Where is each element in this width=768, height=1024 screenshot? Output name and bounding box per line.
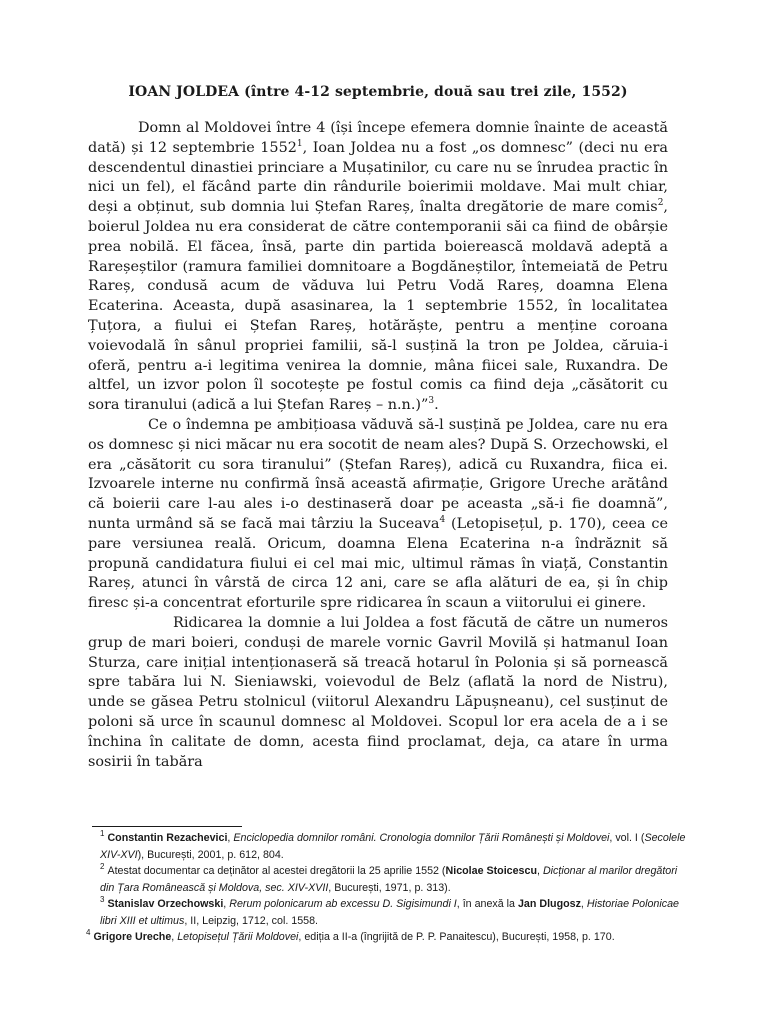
footnote-number: 1 (100, 829, 105, 839)
paragraph-text: Ce o îndemna pe ambițioasa văduvă să-l susțină pe Joldea, care nu era os domnesc și nici măcar nu era socotit de neam ales? După S. Orzechowski, el era „căsătorit cu sora tiranului” (Ștefan Rareș), adică cu Ruxandra, fiica ei. Izvoarele interne nu confirmă însă această afirmație, Grigore Ureche arătând că boierii care l-au ales i-o destinaseră doar pe aceasta „să-i fie doamnă”, nunta urmând să se facă mai târziu la Suceava (88, 416, 668, 532)
paragraph-2 (88, 416, 668, 614)
paragraph-text: Ridicarea la domnie a lui Joldea a fost făcută de către un numeros grup de mari boieri, conduși de marele vornic Gavril Movilă și hatmanul Ioan Sturza, care inițial intenționaseră să treacă hotarul în Polonia și să pornească spre tabăra lui N. Sieniawski, voievodul de Belz (aflată la nord de Nistru), unde se găsea Petru stolnicul (viitorul Alexandru Lăpușneanu), cel susținut de poloni să urce în scaunul domnesc al Moldovei. Scopul lor era acela de a i se închina în calitate de domn, acesta fiind proclamat, deja, ca atare în urma sosirii în tabăra (88, 614, 668, 770)
footnote-text: , ediția a II-a (îngrijită de P. P. Panaitescu), București, 1958, p. 170. (298, 931, 615, 943)
footnote-ref[interactable]: 4 (439, 515, 446, 526)
footnote-text: ), București, 2001, p. 612, 804. (137, 848, 284, 861)
paragraph-text: . (434, 397, 439, 414)
footnotes (88, 830, 688, 946)
footnote-text: , II, Leipzig, 1712, col. 1558. (184, 914, 319, 927)
paragraph-text: Domn al Moldovei între 4 (își începe efemera domnie înainte de această dată) și 12 septembrie 1552 (88, 120, 668, 156)
paragraph-text: , boierul Joldea nu era considerat de către contemporanii săi ca fiind de obârșie prea nobilă. El făcea, însă, parte din partida boierească moldavă adeptă a Rareșeștilor (ramura familiei domnitoare a Bogdăneștilor, întemeiată de Petru Rareș, condusă acum de văduva lui Petru Vodă Rareș, doamna Elena Ecaterina. Aceasta, după asasinarea, la 1 septembrie 1552, în localitatea Țuțora, a fiului ei Ștefan Rareș, hotărăște, pentru a menține coroana voievodală în sânul propriei familii, să-l susțină la tron pe Joldea, căruia-i oferă, pentru a-i legitima venirea la domnie, mâna fiicei sale, Ruxandra. De altfel, un izvor polon îl socotește pe fostul comis ca fiind deja „căsătorit cu sora tiranului (adică a lui Ștefan Rareș – n.n.)” (88, 199, 668, 414)
paragraph-1 (88, 119, 668, 416)
footnote-ref[interactable]: 3 (428, 396, 435, 407)
footnote-author: Constantin Rezachevici (107, 832, 228, 844)
paragraph-text: (Letopisețul, p. 170), ceea ce pare versiunea reală. Oricum, doamna Elena Ecaterina n-a îndrăznit să propună candidatura fiului ei cel mai mic, ultimul rămas în viață, Constantin Rareș, atunci în vârstă de circa 12 ani, care se afla alături de ea, și în chip firesc și-a concentrat eforturile spre ridicarea în scaun a viitorului ei ginere. (88, 515, 669, 612)
document-title: IOAN JOLDEA (între 4-12 septembrie, două sau trei zile, 1552) (128, 84, 628, 100)
footnote-3 (88, 896, 688, 929)
footnote-work: Rerum polonicarum ab excessu D. Sigisimundi I (229, 898, 457, 910)
paragraph-3 (88, 614, 668, 772)
footnote-ref[interactable]: 1 (296, 139, 303, 149)
document-page (88, 84, 668, 772)
footnote-text: , (223, 898, 230, 910)
footnote-number: 3 (100, 895, 105, 905)
footnote-work: Historiae Polonicae libri XIII et ultimus (100, 898, 679, 927)
footnote-separator (92, 826, 242, 827)
footnote-work: Enciclopedia domnilor români. Cronologia domnilor Țării Românești și Moldovei (233, 832, 610, 844)
footnote-4 (86, 929, 688, 946)
footnote-author: Nicolae Stoicescu (445, 865, 537, 877)
footnote-text: , (227, 832, 234, 844)
footnote-1 (88, 830, 688, 863)
footnote-series: Secolele XIV-XVI (100, 832, 686, 861)
footnote-text: , (171, 931, 178, 943)
footnote-ref[interactable]: 2 (657, 198, 664, 209)
footnote-author: Grigore Ureche (93, 931, 172, 943)
footnote-text: , București, 1971, p. 313). (328, 881, 451, 894)
footnote-text: , (580, 898, 587, 910)
footnote-text: Atestat documentar ca deținător al acestei dregătorii la 25 aprilie 1552 ( (107, 865, 446, 877)
footnote-2 (88, 863, 688, 896)
footnote-author: Jan Dlugosz (517, 898, 581, 910)
paragraph-text: , Ioan Joldea nu a fost „os domnesc” (deci nu era descendentul dinastiei princiare a Mușatinilor, cu care nu se înrudea practic în nici un fel), el făcând parte din rândurile boierimii moldave. Mai mult chiar, deși a obținut, sub domnia lui Ștefan Rareș, înalta dregătorie de mare comis (88, 139, 668, 216)
footnote-number: 2 (100, 862, 105, 872)
footnote-work: Letopisețul Țării Moldovei (177, 931, 299, 943)
footnote-number: 4 (86, 928, 91, 938)
footnote-text: , (536, 865, 543, 877)
footnote-author: Stanislav Orzechowski (107, 898, 224, 910)
footnote-work: Dicționar al marilor dregători din Țara Românească și Moldova, sec. XIV-XVII (100, 865, 678, 894)
footnote-text: , în anexă la (456, 898, 518, 910)
footnote-text: , vol. I ( (609, 832, 645, 844)
